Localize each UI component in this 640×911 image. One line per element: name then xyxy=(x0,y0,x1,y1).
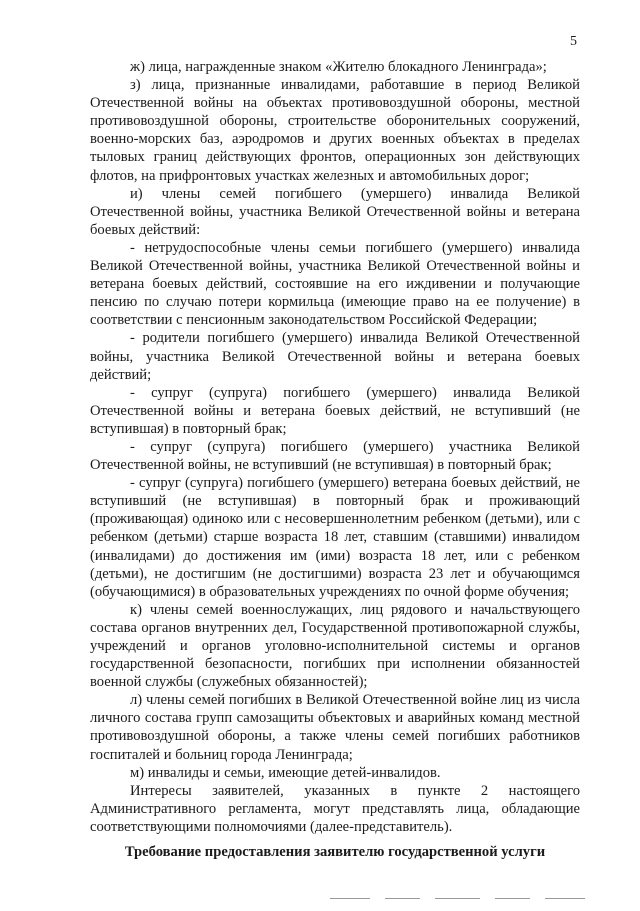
paragraph-representatives: Интересы заявителей, указанных в пункте 2 настоящего Административного регламента, могут представлять лица, обладающие соответствующими полномочиями (далее-представитель). xyxy=(90,782,580,835)
paragraph-l: л) члены семей погибших в Великой Отечественной войне лиц из числа личного состава групп самозащиты объектовых и аварийных команд местной противовоздушной обороны, а также члены семей погибших работников госпиталей и больниц города Ленинграда; xyxy=(90,692,580,763)
document-body xyxy=(90,58,580,836)
paragraph-i-item-2: - родители погибшего (умершего) инвалида Великой Отечественной войны, участника Великой Отечественной войны и ветерана боевых действий; xyxy=(90,330,580,383)
paragraph-k: к) члены семей военнослужащих, лиц рядового и начальствующего состава органов внутренних дел, Государственной противопожарной службы, учреждений и органов уголовно-исполнительной системы и органов государственной безопасности, погибших при исполнении обязанностей военной службы (служебных обязанностей); xyxy=(90,601,580,691)
scan-marks xyxy=(330,898,610,902)
paragraph-i-item-5: - супруг (супруга) погибшего (умершего) ветерана боевых действий, не вступивший (не вступившая) в повторный брак и проживающий (проживающая) одиноко или с несовершеннолетним ребенком (детьми), или с ребенком (детьми) старше возраста 18 лет, ставшим (ставшими) инвалидом (инвалидами) до достижения им (ими) возраста 18 лет, или с ребенком (детьми), не достигшим (не достигшими) возраста 23 лет и обучающимся (обучающимися) в образовательных учреждениях по очной форме обучения; xyxy=(90,475,580,600)
paragraph-m: м) инвалиды и семьи, имеющие детей-инвалидов. xyxy=(130,764,441,781)
paragraph-z: з) лица, признанные инвалидами, работавшие в период Великой Отечественной войны на объектах противовоздушной обороны, местной противовоздушной обороны, строительстве оборонительных сооружений, военно-морских баз, аэродромов и других военных объектах в пределах тыловых границ действующих фронтов, операционных зон действующих флотов, на прифронтовых участках железных и автомобильных дорог; xyxy=(90,77,580,184)
paragraph-i-item-4: - супруг (супруга) погибшего (умершего) участника Великой Отечественной войны, не вступивший (не вступившая) в повторный брак; xyxy=(90,438,580,474)
paragraph-zh: ж) лица, награжденные знаком «Жителю блокадного Ленинграда»; xyxy=(130,59,547,75)
section-heading: Требование предоставления заявителю государственной услуги xyxy=(124,844,546,860)
paragraph-i-item-3: - супруг (супруга) погибшего (умершего) инвалида Великой Отечественной войны и ветерана боевых действий, не вступивший (не вступившая) в повторный брак; xyxy=(90,384,580,437)
paragraph-i: и) члены семей погибшего (умершего) инвалида Великой Отечественной войны, участника Великой Отечественной войны и ветерана боевых действий: xyxy=(90,185,580,238)
paragraph-i-item-1: - нетрудоспособные члены семьи погибшего (умершего) инвалида Великой Отечественной войны, участника Великой Отечественной войны и ветерана боевых действий, состоявшие на его иждивении и получающие пенсию по случаю потери кормильца (имеющие право на ее получение) в соответствии с пенсионным законодательством Российской Федерации; xyxy=(90,239,580,329)
page-number: 5 xyxy=(570,34,577,49)
